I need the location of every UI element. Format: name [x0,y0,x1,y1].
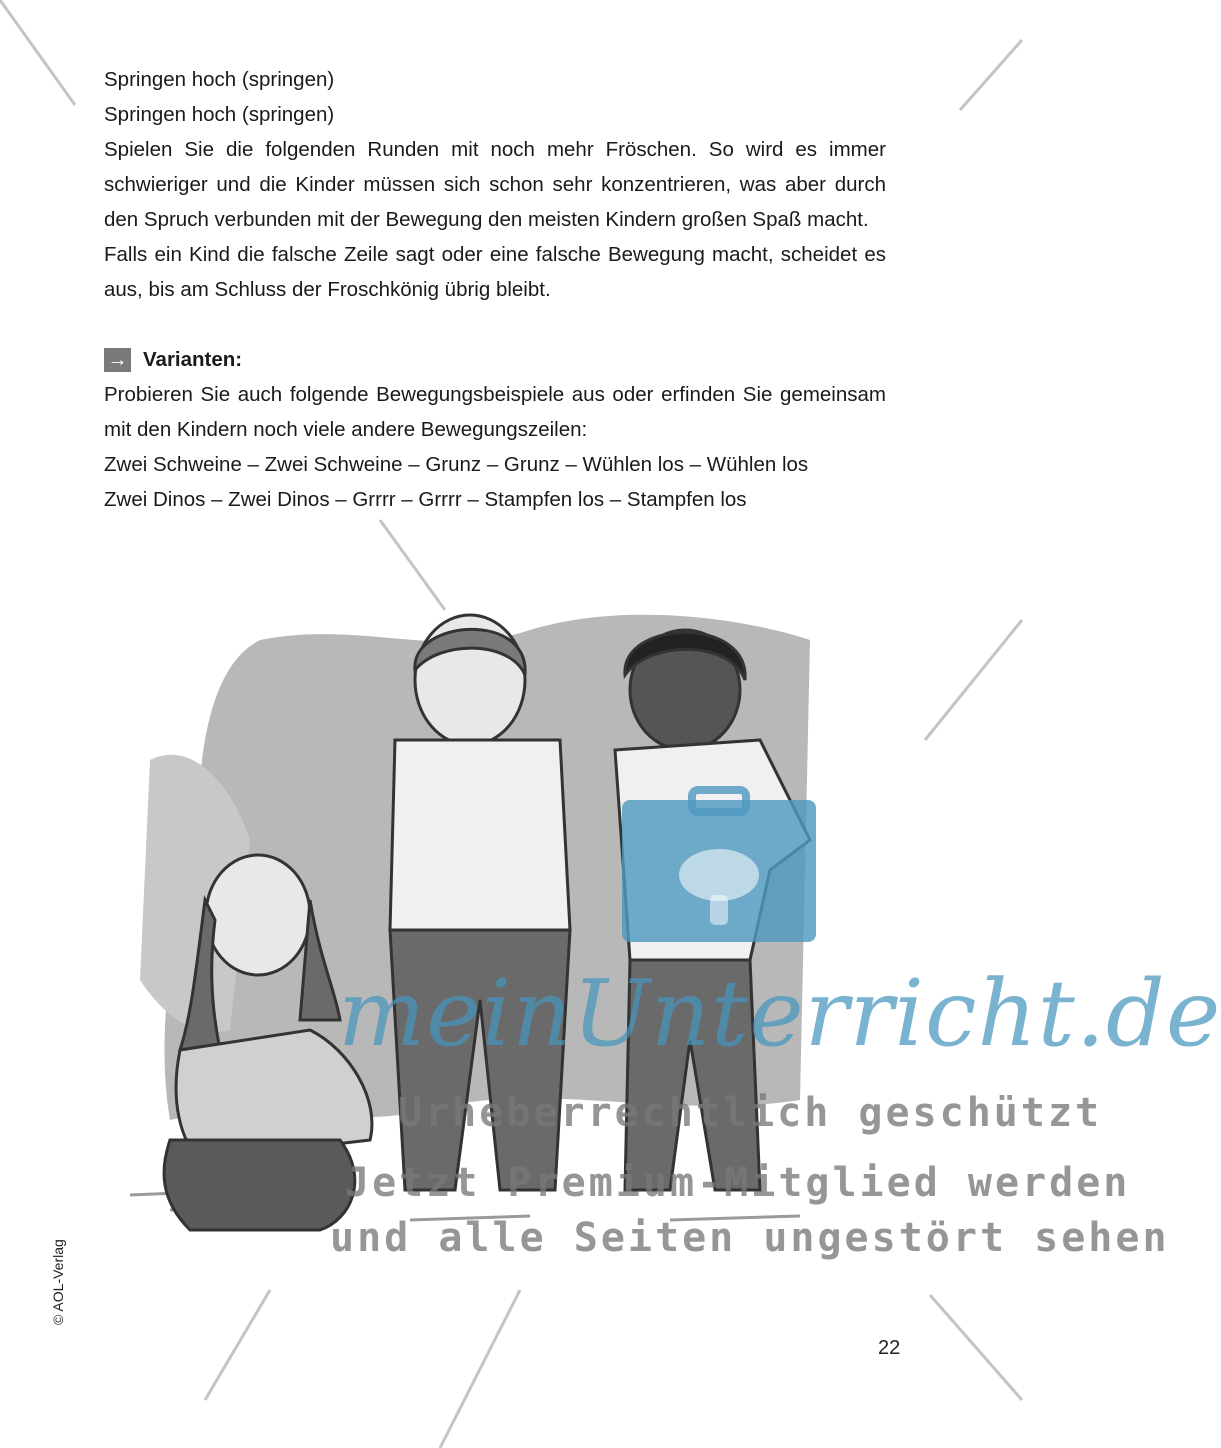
instruction-paragraph: Spielen Sie die folgenden Runden mit noch mehr Fröschen. So wird es immer schwieriger und die Kinder müssen sich schon sehr konzentrieren, was aber durch den Spruch verbunden mit der Bewegung den meisten Kindern großen Spaß macht. [104,138,886,231]
publisher-credit: © AOL-Verlag [50,1239,66,1325]
page-number: 22 [878,1337,901,1359]
watermark-line-3: und alle Seiten ungestört sehen [330,1215,1170,1261]
variants-heading [104,342,886,377]
variant-example-2: Zwei Dinos – Zwei Dinos – Grrrr – Grrrr – Stampfen los – Stampfen los [104,488,747,511]
variant-example-1: Zwei Schweine – Zwei Schweine – Grunz – Grunz – Wühlen los – Wühlen los [104,453,809,476]
elimination-paragraph: Falls ein Kind die falsche Zeile sagt oder eine falsche Bewegung macht, scheidet es aus, bis am Schluss der Froschkönig übrig bleibt. [104,243,886,301]
watermark-briefcase-logo [622,800,816,942]
watermark-script: meinUnterricht.de [338,960,1221,1067]
watermark-line-2: Jetzt Premium-Mitglied werden [345,1160,1131,1206]
rhyme-line-1: Springen hoch (springen) [104,68,335,91]
rhyme-line-2: Springen hoch (springen) [104,103,335,126]
arrow-right-icon: → [104,348,131,372]
variants-heading-label: Varianten: [143,348,243,371]
main-text [104,62,886,517]
variants-intro: Probieren Sie auch folgende Bewegungsbeispiele aus oder erfinden Sie gemeinsam mit den Kindern noch viele andere Bewegungszeilen: [104,383,886,441]
watermark-line-1: Urheberrechtlich geschützt [398,1090,1103,1136]
